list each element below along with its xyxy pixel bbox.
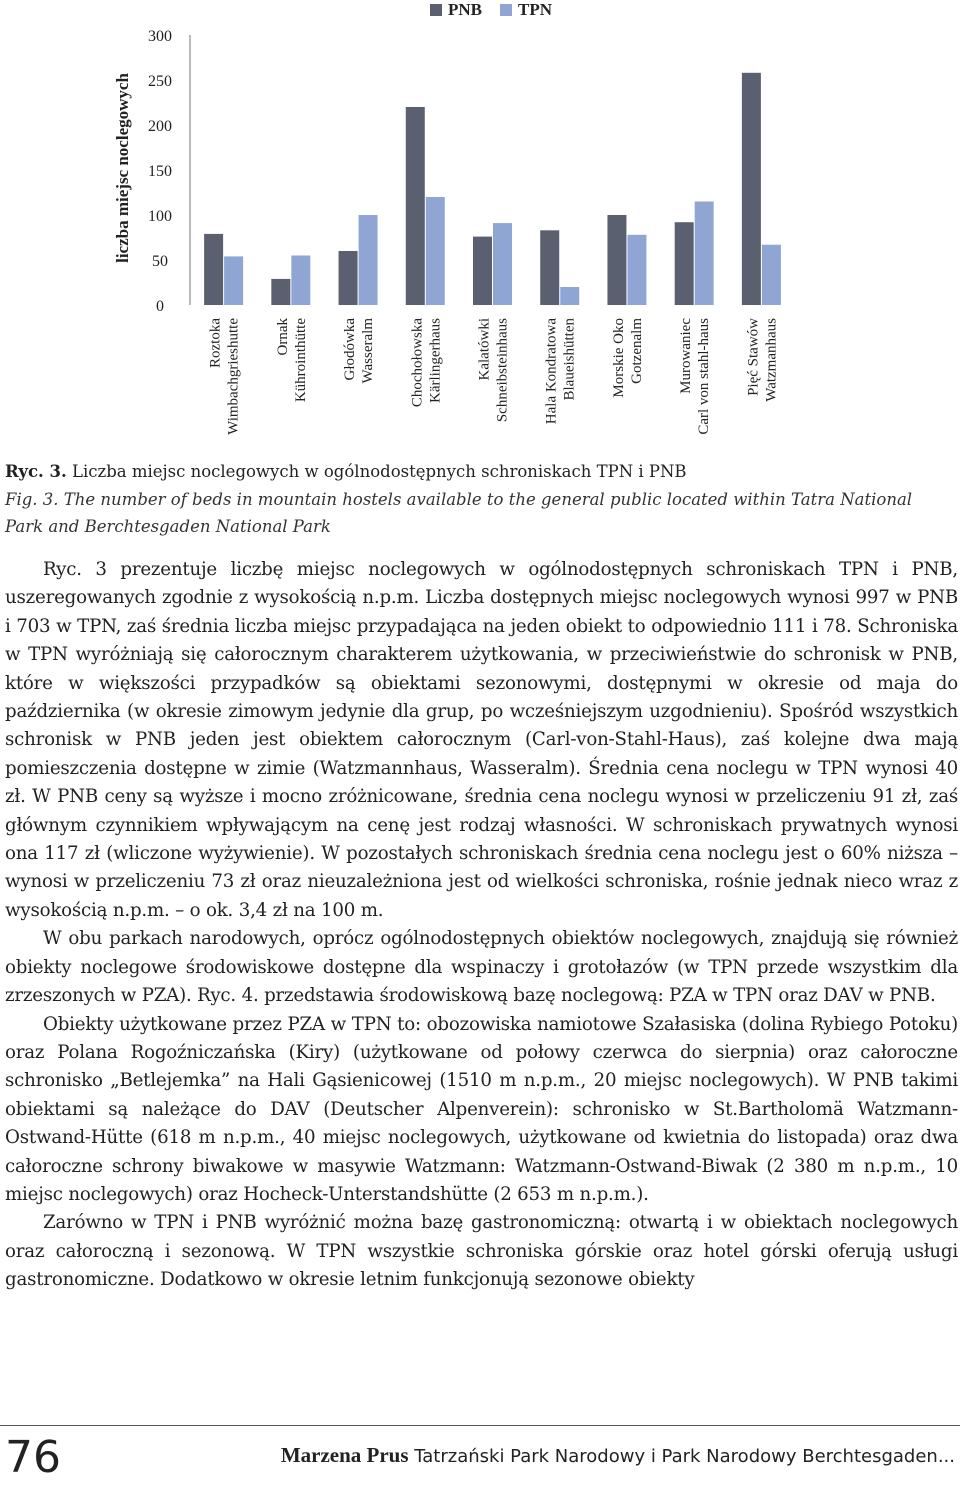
bar-tpn (291, 256, 310, 306)
y-tick-label: 200 (148, 118, 172, 135)
paragraph-4: Zarówno w TPN i PNB wyróżnić można bazę gastronomiczną: otwartą i w obiektach noclegowych oraz całoroczną i sezonową. W TPN wszystkie schroniska górskie oraz hotel górski oferują usługi gastronomiczne. Dodatkowo w okresie letnim funkcjonują sezonowe obiekty (5, 1212, 958, 1291)
legend-swatch-tpn (500, 4, 512, 16)
x-tick-label (611, 318, 645, 398)
legend-item-tpn (500, 0, 552, 20)
y-tick-label: 0 (156, 298, 164, 315)
bar-pnb (607, 215, 626, 305)
x-tick-label-line1: Morskie Oko (610, 318, 627, 398)
x-tick-label-line2: Kärlingerhaus (427, 318, 444, 403)
x-tick-label-line2: Wimbachgrieshutte (225, 318, 242, 435)
y-tick-label: 150 (148, 163, 172, 180)
x-tick-label (409, 318, 443, 408)
y-axis-label: liczba miejsc noclegowych (113, 73, 132, 263)
y-axis (148, 28, 190, 315)
bar-tpn (359, 215, 378, 305)
x-tick-label-line2: Carl von stahl-haus (696, 318, 713, 435)
bars (204, 73, 781, 305)
footer-title: Tatrzański Park Narodowy i Park Narodowy Berchtesgaden... (408, 1446, 955, 1467)
x-tick-label-line2: Gotzenalm (628, 318, 645, 384)
bar-tpn (426, 197, 445, 305)
bar-tpn (493, 223, 512, 305)
x-tick-label-line1: Chochołowska (409, 318, 426, 408)
x-tick-label-line1: Hala Kondratowa (543, 318, 560, 425)
legend-label-pnb: PNB (448, 0, 482, 19)
bar-pnb (473, 237, 492, 305)
bar-chart (0, 0, 960, 455)
x-axis-labels (208, 318, 780, 435)
y-tick-label: 250 (148, 73, 172, 90)
bar-tpn (560, 287, 579, 305)
figure-caption-pl (5, 458, 955, 485)
x-tick-label-line1: Kalatówki (476, 318, 493, 381)
x-tick-label-line1: Głodówka (342, 318, 359, 381)
y-tick-label: 100 (148, 208, 172, 225)
y-tick-label: 50 (152, 253, 168, 270)
caption-text-en: The number of beds in mountain hostels available to the general public located within Tatra National Park and Berchtesgaden National Park (5, 490, 913, 536)
bar-pnb (406, 107, 425, 305)
y-tick-label: 300 (148, 28, 172, 45)
page-number: 76 (5, 1432, 61, 1483)
legend-label-tpn: TPN (518, 0, 552, 19)
bar-pnb (204, 234, 223, 305)
figure-caption-en (5, 486, 955, 540)
x-tick-label (745, 318, 779, 402)
bar-pnb (675, 222, 694, 305)
x-tick-label-line1: Ornak (274, 318, 291, 356)
x-tick-label-line2: Wasseralm (360, 318, 377, 384)
paragraph-1: Ryc. 3 prezentuje liczbę miejsc noclegowych w ogólnodostępnych schroniskach TPN i PNB, uszeregowanych zgodnie z wysokością n.p.m. Liczba dostępnych miejsc noclegowych wynosi 997 w PNB i 703 w TPN, zaś średnia liczba miejsc przypadająca na jeden obiekt to odpowiednio 111 i 78. Schroniska w TPN wyróżniają się całorocznym charakterem użytkowania, w przeciwieństwie do schronisk w PNB, które w większości przypadków są obiektami sezonowymi, dostępnymi w okresie od maja do października (w okresie zimowym jedynie dla grup, po wcześniejszym uzgodnieniu). Spośród wszystkich schronisk w PNB jeden jest obiektem całorocznym (Carl-von-Stahl-Haus), zaś kolejne dwa mają pomieszczenia dostępne w zimie (Watzmannhaus, Wasseralm). Średnia cena noclegu w TPN wynosi 40 zł. W PNB ceny są wyższe i mocno zróżnicowane, średnia cena noclegu wynosi w przeliczeniu 91 zł, zaś głównym czynnikiem wpływającym na cenę jest rodzaj własności. W schroniskach prywatnych wynosi ona 117 zł (wliczone wyżywienie). W pozostałych schroniskach średnia cena noclegu jest o 60% niższa – wynosi w przeliczeniu 73 zł oraz nieuzależniona jest od wielkości schroniska, rośnie jednak nieco wraz z wysokością n.p.m. – o ok. 3,4 zł na 100 m. (5, 559, 958, 921)
paragraph-2: W obu parkach narodowych, oprócz ogólnodostępnych obiektów noclegowych, znajdują się również obiekty noclegowe środowiskowe dostępne dla wspinaczy i grotołazów (w TPN przede wszystkim dla zrzeszonych w PZA). Ryc. 4. przedstawia środowiskową bazę noclegową: PZA w TPN oraz DAV w PNB. (5, 928, 958, 1007)
legend-item-pnb (430, 0, 482, 20)
x-tick-label (544, 318, 578, 425)
chart-legend (430, 0, 552, 20)
bar-tpn (695, 202, 714, 306)
x-tick-label-line2: Schneibsteinhaus (494, 318, 511, 423)
x-tick-label (342, 318, 376, 384)
footer-author: Marzena Prus (280, 1443, 409, 1467)
caption-text-pl: Liczba miejsc noclegowych w ogólnodostępnych schroniskach TPN i PNB (66, 462, 687, 481)
x-tick-label-line1: Roztoka (207, 318, 224, 368)
running-footer (281, 1443, 955, 1468)
legend-swatch-pnb (430, 4, 442, 16)
x-tick-label (208, 318, 242, 435)
bar-pnb (339, 251, 358, 305)
bar-tpn (224, 256, 243, 305)
bar-pnb (742, 73, 761, 305)
x-tick-label (275, 318, 309, 403)
caption-label-pl: Ryc. 3. (5, 462, 67, 481)
x-tick-label-line2: Kührointhütte (292, 318, 309, 403)
paragraph-3: Obiekty użytkowane przez PZA w TPN to: obozowiska namiotowe Szałasiska (dolina Rybiego Potoku) oraz Polana Rogoźniczańska (Kiry) (użytkowane od połowy czerwca do sierpnia) oraz całoroczne schronisko „Betlejemka” na Hali Gąsienicowej (1510 m n.p.m., 20 miejsc noclegowych). W PNB takimi obiektami są należące do DAV (Deutscher Alpenverein): schronisko w St.Bartholomä Watzmann-Ostwand-Hütte (618 m n.p.m., 40 miejsc noclegowych, użytkowane od kwietnia do listopada) oraz dwa całoroczne schrony biwakowe w masywie Watzmann: Watzmann-Ostwand-Biwak (2 380 m n.p.m., 10 miejsc noclegowych) oraz Hocheck-Unterstandshütte (2 653 m n.p.m.). (5, 1013, 958, 1205)
x-tick-label-line1: Murowaniec (678, 318, 695, 394)
bar-tpn (627, 235, 646, 305)
bar-pnb (271, 279, 290, 305)
x-tick-label-line2: Blaueishütten (561, 318, 578, 401)
x-tick-label (477, 318, 511, 422)
caption-label-en: Fig. 3. (5, 490, 59, 509)
bar-tpn (762, 245, 781, 305)
x-tick-label-line2: Watzmanhaus (763, 318, 780, 402)
bar-pnb (540, 230, 559, 305)
x-tick-label-line1: Pięć Stawów (745, 318, 762, 396)
body-text (5, 556, 958, 1295)
x-tick-label (678, 318, 712, 435)
footer-divider (0, 1425, 960, 1426)
